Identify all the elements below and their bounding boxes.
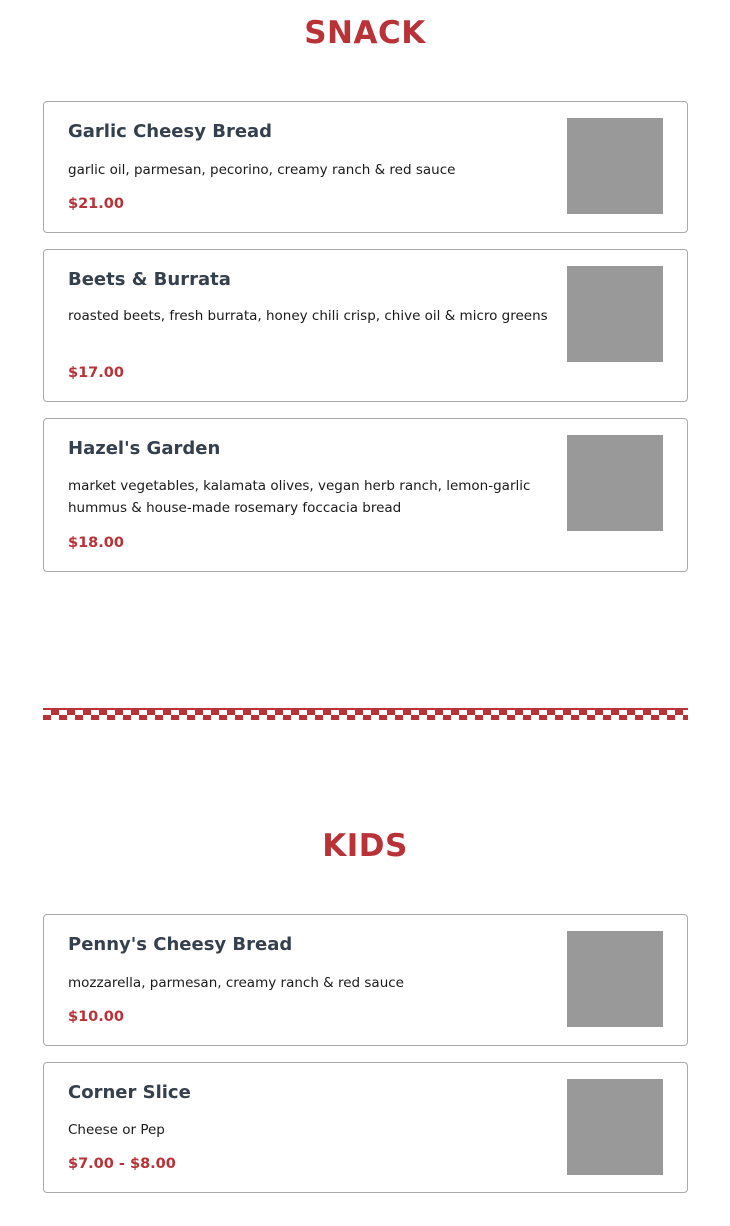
menu-item-image (567, 118, 663, 214)
menu-item-price: $21.00 (68, 196, 124, 212)
menu-item-description: mozzarella, parmesan, creamy ranch & red sauce (68, 975, 404, 991)
menu-item-description: roasted beets, fresh burrata, honey chili crisp, chive oil & micro greens (68, 308, 548, 324)
menu-item-price: $7.00 - $8.00 (68, 1156, 176, 1172)
menu-item-description: garlic oil, parmesan, pecorino, creamy ranch & red sauce (68, 162, 456, 178)
menu-item-card[interactable] (43, 914, 688, 1046)
menu-item-image (567, 931, 663, 1027)
menu-item-name: Penny's Cheesy Bread (68, 934, 293, 955)
menu-item-description: Cheese or Pep (68, 1122, 165, 1138)
menu-item-card[interactable] (43, 1062, 688, 1193)
menu-item-image (567, 1079, 663, 1175)
checkered-divider (43, 708, 688, 720)
menu-item-image (567, 435, 663, 531)
menu-item-price: $18.00 (68, 535, 124, 551)
menu-item-card[interactable] (43, 101, 688, 233)
menu-item-name: Garlic Cheesy Bread (68, 121, 273, 142)
menu-item-name: Corner Slice (68, 1082, 191, 1103)
section-title-snack: SNACK (304, 15, 426, 51)
menu-item-card[interactable] (43, 418, 688, 572)
menu-item-price: $17.00 (68, 365, 124, 381)
menu-item-name: Hazel's Garden (68, 438, 221, 459)
menu-item-name: Beets & Burrata (68, 269, 231, 290)
menu-item-image (567, 266, 663, 362)
menu-item-card[interactable] (43, 249, 688, 402)
section-title-kids: KIDS (322, 828, 408, 864)
menu-item-price: $10.00 (68, 1009, 124, 1025)
menu-item-description: market vegetables, kalamata olives, vegan herb ranch, lemon-garlic hummus & house-made rosemary foccacia bread (68, 478, 531, 516)
